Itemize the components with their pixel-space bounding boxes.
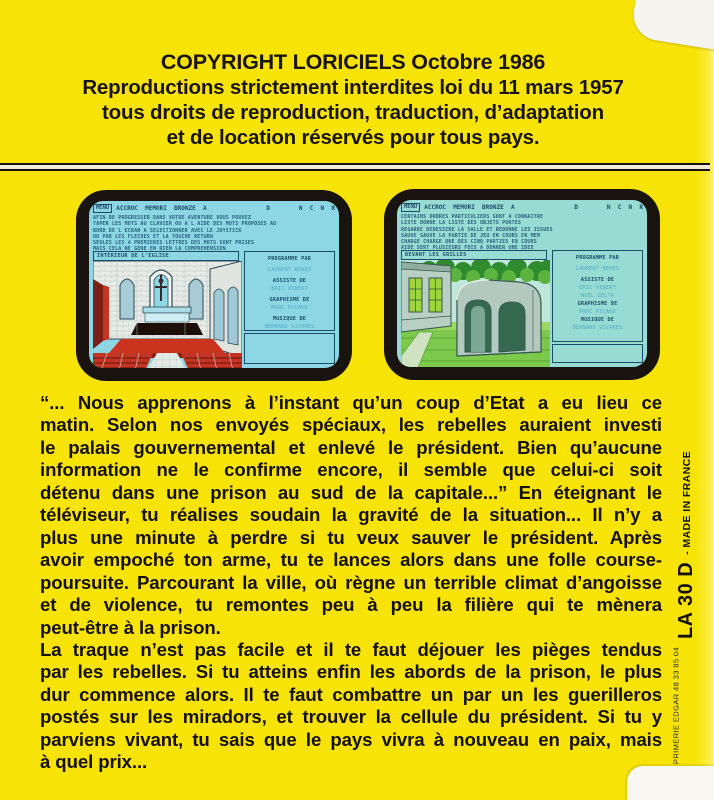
game-menu-bar [93, 204, 335, 213]
story-line: et de violence, tu remontes peu à peu la filière qui te mènera [40, 594, 662, 616]
console-line: OU PAR LES FLECHES ET LA TOUCHE RETURN [93, 233, 214, 240]
story-line: par les rebelles. Si tu atteins enfin les abords de la prison, le plus [40, 661, 662, 683]
story-line: à quel prix... [40, 751, 148, 773]
menu-status: D N C N R [574, 203, 643, 211]
torn-corner-top-right [630, 0, 714, 55]
credit-line: ERIC VIBERT [579, 285, 616, 291]
story-line: parviens vivant, tu sais que le pays vivra à nouveau en paix, mais [40, 728, 662, 750]
copyright-line: et de location réservés pour tous pays. [166, 126, 540, 149]
console-line: LISTE DONNE LA LISTE DES OBJETS PORTES [401, 220, 522, 227]
scene-label-gates: DEVANT LES GRILLES [401, 250, 547, 260]
credit-line: PROGRAMME PAR [575, 255, 620, 261]
screenshot-church-tv [76, 190, 352, 381]
story-line: dur commence alors. Il te faut combattre un par un les guerilleros [40, 683, 662, 705]
credit-line: PROGRAMME PAR [267, 256, 312, 262]
screenshot-church-screen [89, 201, 339, 368]
console-line: MAIS CELA NE GENE EN RIEN LA COMPREHENSION [93, 246, 226, 253]
story-line: détenu dans une prison au sud de la capitale...” En éteignant le [40, 481, 662, 503]
credit-line: MARC PICARD [271, 305, 308, 311]
console-line: SAUVE SAUVE LA PARTIE DE JEU EN COURS EN MEM [401, 232, 541, 239]
story-line: postés sur les miradors, et trouver la cellule du président. Si tu y [40, 706, 662, 728]
console-line: CERTAINS ORDRES PARTICULIERS SONT A CONNAITRE [401, 214, 544, 220]
copyright-line: tous droits de reproduction, traduction, d’adaptation [102, 101, 604, 124]
story-line: matin. Selon nos envoyés spéciaux, les rebelles auraient investi [40, 414, 662, 436]
console-line: BORD DE L ECRAN A SELECTIONNER AVEC LE JOYSTICK [93, 227, 242, 234]
credit-line: LAURENT BENES [575, 266, 620, 272]
menu-items: ACCROC MEMORI BRONZE A [116, 204, 207, 212]
credit-line: MUSIQUE DE [272, 316, 307, 322]
scene-label-church: INTERIEUR DE L'EGLISE [93, 251, 239, 261]
credit-line: MARC PICARD [579, 309, 616, 315]
menu-status: D N C N R [266, 204, 335, 212]
credits-panel [552, 250, 643, 342]
story-line: peut-être à la prison. [40, 616, 221, 638]
story-line: La traque n’est pas facile et il te faut déjouer les pièges tendus [40, 638, 662, 660]
console-line: AFIN DE PROGRESSER DANS VOTRE AVENTURE VOUS POUVEZ [93, 215, 252, 221]
credit-line: BERNARD VIVARES [572, 325, 623, 331]
console-line: SEULES LES 4 PREMIERES LETTRES DES MOTS SONT PRISES [93, 240, 255, 247]
church-interior-illustration [93, 261, 242, 368]
story-line: téléviseur, tu réalises soudain la gravité de la situation... Il n’y a [40, 504, 662, 526]
credit-line: MUSIQUE DE [580, 317, 615, 323]
screenshot-gates-screen [397, 200, 647, 367]
console-line: REGARDE REDESSINE LA SALLE ET REDONNE LES ISSUES [401, 226, 553, 233]
copyright-line: COPYRIGHT LORICIELS Octobre 1986 [160, 50, 546, 74]
menu-box-label: MENU [401, 203, 420, 212]
game-console-text [401, 214, 643, 252]
credit-line: GRAPHISME DE [269, 297, 310, 303]
credit-line: ASSISTE DE [580, 277, 615, 283]
credits-panel [244, 251, 335, 331]
screenshot-gates-tv [384, 189, 660, 380]
credit-line: GRAPHISME DE [577, 301, 618, 307]
console-line: TAPER LES MOTS AU CLAVIER OU A L AIDE DES MOTS PROPOSES AU [93, 221, 277, 228]
story-line: le palais gouvernemental et enlevé le président. Bien qu’aucune [40, 436, 662, 458]
torn-corner-bottom-right [627, 766, 714, 800]
story-text [40, 392, 662, 774]
console-line: AIDE SERT PLUSIEURS FOIS A DONNER UNE IDEE [401, 245, 534, 252]
empty-panel [552, 344, 643, 363]
print-code: LA 30 D [674, 561, 697, 640]
story-line: avoir empoché ton arme, tu te lances alors dans une folle course- [40, 549, 662, 571]
divider-double-rule [0, 163, 710, 171]
game-console-text [93, 215, 335, 253]
credit-line: ASSISTE DE [272, 278, 307, 284]
credit-line: BERNARD VIVARES [264, 324, 315, 330]
story-line: plus une minute à perdre si tu veux sauver le président. Après [40, 526, 662, 548]
credit-line: ERIC VIBERT [271, 286, 308, 292]
story-line: poursuite. Parcourant la ville, où règne un terrible climat d’angoisse [40, 571, 662, 593]
copyright-line: Reproductions strictement interdites loi du 11 mars 1957 [82, 76, 624, 99]
story-line: “... Nous apprenons à l’instant qu’un coup d’Etat a eu lieu ce [40, 392, 662, 413]
made-in-france-label: - MADE IN FRANCE [681, 450, 693, 555]
console-line: CHARGE CHARGE UNE DES CINQ PARTIES EN COURS [401, 239, 537, 246]
empty-panel [244, 333, 335, 364]
copyright-block [0, 50, 706, 150]
credit-line: NOEL GELTA [580, 293, 615, 299]
menu-items: ACCROC MEMORI BRONZE A [424, 203, 515, 211]
printer-credit: PRIMERIE EDGAR 48 33 85 04 [671, 646, 681, 765]
prison-gates-illustration [401, 260, 550, 367]
credit-line: LAURENT BENES [267, 267, 312, 273]
story-line: information ne le confirme encore, il semble que celui-ci soit [40, 459, 662, 481]
game-menu-bar [401, 203, 643, 212]
menu-box-label: MENU [93, 204, 112, 213]
